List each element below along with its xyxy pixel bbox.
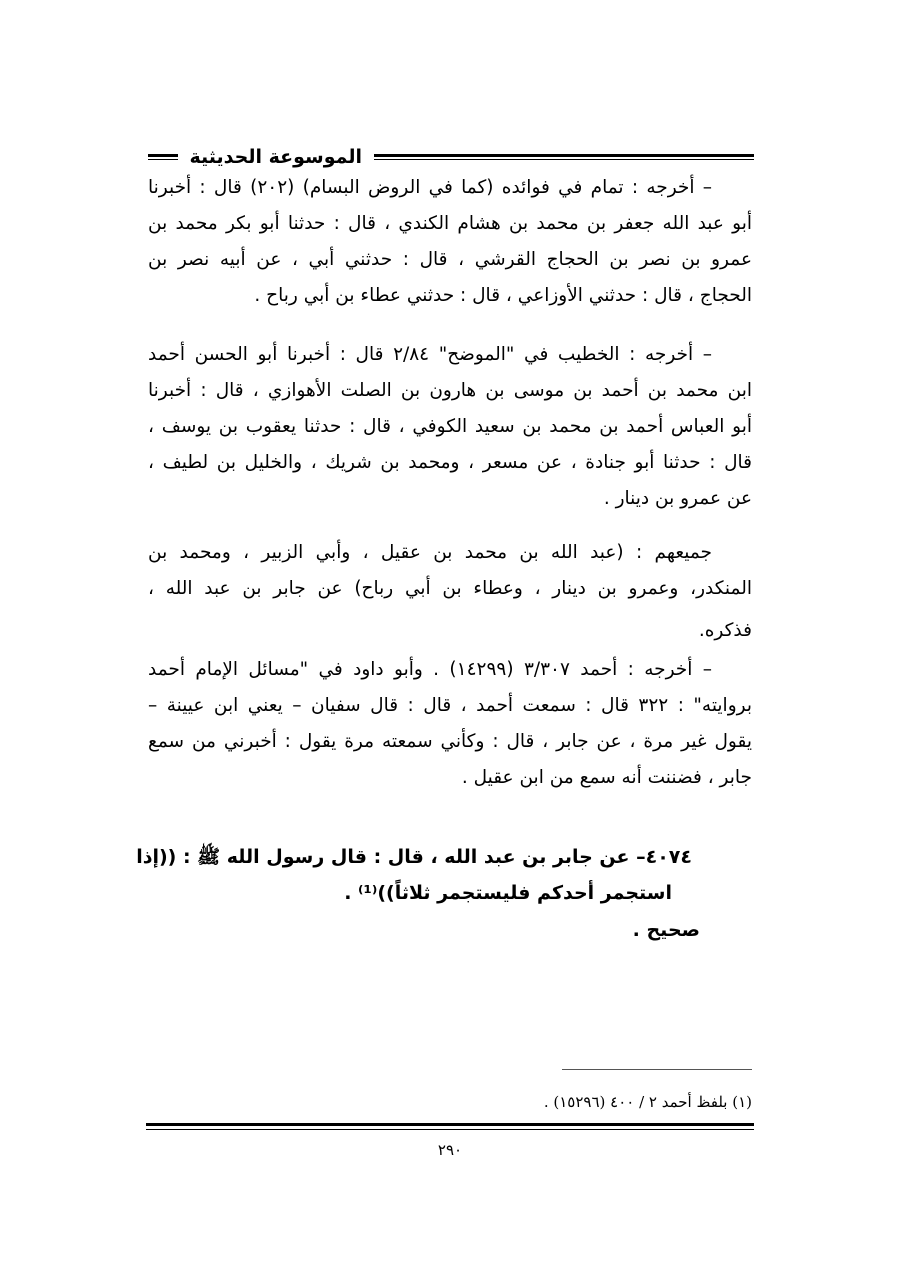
header-title: الموسوعة الحديثية xyxy=(189,146,362,168)
footnote-separator xyxy=(562,1069,752,1070)
text-line: – أخرجه : الخطيب في "الموضح" ٢/٨٤ قال : أخبرنا أبو الحسن أحمد xyxy=(148,344,712,365)
text-line: جميعهم : (عبد الله بن محمد بن عقيل ، وأبي الزبير ، ومحمد بن xyxy=(148,542,712,563)
text-line: فذكره. xyxy=(698,620,752,641)
header-rule-long xyxy=(374,154,754,160)
text-line: قال : حدثنا أبو جنادة ، عن مسعر ، ومحمد بن شريك ، والخليل بن لطيف ، xyxy=(148,452,752,473)
hadith-text: استجمر أحدكم فليستجمر ثلاثاً))⁽¹⁾ . xyxy=(344,882,672,904)
text-line: يقول غير مرة ، عن جابر ، قال : وكأني سمعته مرة يقول : أخبرني من سمع xyxy=(148,731,752,752)
text-line: بروايته" : ٣٢٢ قال : سمعت أحمد ، قال : قال سفيان – يعني ابن عيينة – xyxy=(148,695,752,716)
text-line: عمرو بن نصر بن الحجاج القرشي ، قال : حدثني أبي ، عن أبيه نصر بن xyxy=(148,249,752,270)
running-header xyxy=(148,145,754,169)
hadith-text: ٤٠٧٤– عن جابر بن عبد الله ، قال : قال رسول الله ﷺ : ((إذا xyxy=(136,846,692,868)
header-rule-short xyxy=(148,154,178,160)
page-number: ٢٩٠ xyxy=(437,1141,463,1159)
text-line: – أخرجه : أحمد ٣/٣٠٧ (١٤٢٩٩) . وأبو داود في "مسائل الإمام أحمد xyxy=(148,659,712,680)
text-line: أبو العباس أحمد بن محمد بن سعيد الكوفي ، قال : حدثنا يعقوب بن يوسف ، xyxy=(148,416,752,437)
text-line: الحجاج ، قال : حدثني الأوزاعي ، قال : حدثني عطاء بن أبي رباح . xyxy=(254,285,752,306)
footnote: (١) بلفظ أحمد ٢ / ٤٠٠ (١٥٢٩٦) . xyxy=(543,1093,752,1111)
text-line: – أخرجه : تمام في فوائده (كما في الروض البسام) (٢٠٢) قال : أخبرنا xyxy=(148,177,712,198)
text-line: جابر ، فضننت أنه سمع من ابن عقيل . xyxy=(461,767,752,788)
hadith-grade: صحيح . xyxy=(632,919,700,941)
text-line: أبو عبد الله جعفر بن محمد بن هشام الكندي ، قال : حدثنا أبو بكر محمد بن xyxy=(148,213,752,234)
text-line: عن عمرو بن دينار . xyxy=(603,488,752,509)
text-line: ابن محمد بن أحمد بن موسى بن هارون بن الصلت الأهوازي ، قال : أخبرنا xyxy=(148,380,752,401)
text-line: المنكدر، وعمرو بن دينار ، وعطاء بن أبي رباح) عن جابر بن عبد الله ، xyxy=(148,578,752,599)
footer-double-rule xyxy=(146,1123,754,1130)
